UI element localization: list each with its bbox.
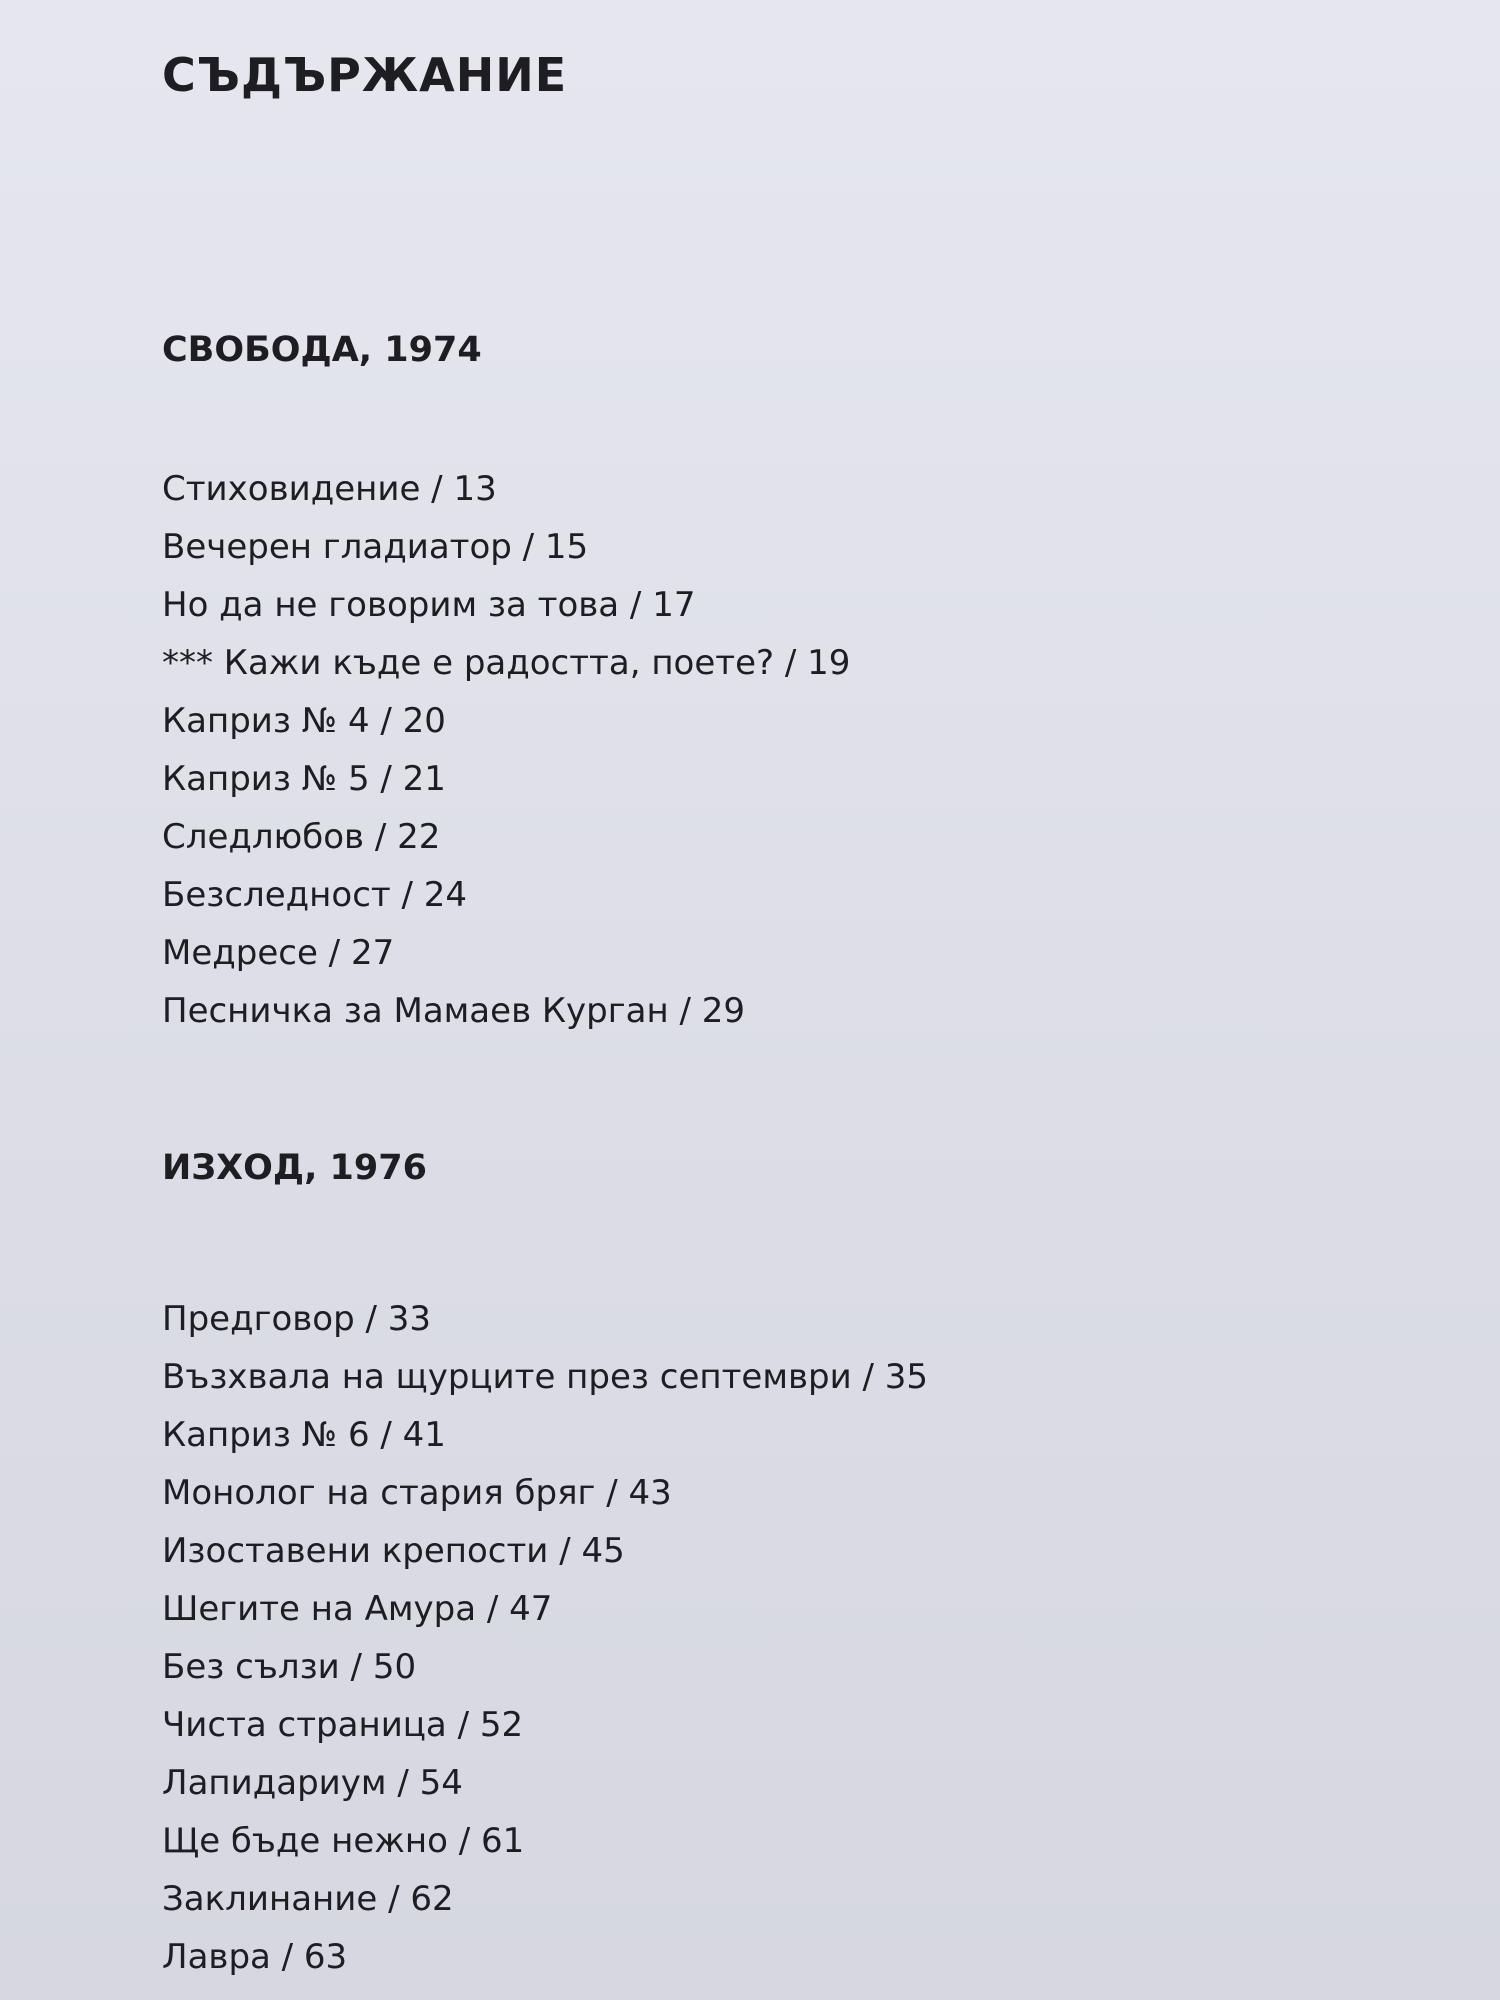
toc-entry: Заклинание / 62 <box>162 1879 454 1919</box>
toc-entry: Лавра / 63 <box>162 1937 348 1977</box>
toc-entry: Каприз № 5 / 21 <box>162 759 446 799</box>
toc-entry: Без сълзи / 50 <box>162 1647 417 1687</box>
section-heading: СВОБОДА, 1974 <box>162 330 482 370</box>
toc-entry: Песничка за Мамаев Курган / 29 <box>162 991 746 1031</box>
toc-entry: Чиста страница / 52 <box>162 1705 524 1745</box>
section-svoboda <box>162 330 850 1040</box>
toc-entry: Предговор / 33 <box>162 1299 431 1339</box>
toc-list <box>162 1290 928 1986</box>
toc-entry: Следлюбов / 22 <box>162 817 441 857</box>
toc-entry: Лапидариум / 54 <box>162 1763 463 1803</box>
toc-entry: Каприз № 4 / 20 <box>162 701 446 741</box>
page-title: СЪДЪРЖАНИЕ <box>162 48 568 102</box>
toc-entry: Медресе / 27 <box>162 933 395 973</box>
section-heading: ИЗХОД, 1976 <box>162 1148 427 1188</box>
toc-entry: Вечерен гладиатор / 15 <box>162 527 589 567</box>
toc-list <box>162 460 850 1040</box>
toc-entry: Стиховидение / 13 <box>162 469 497 509</box>
toc-entry: Каприз № 6 / 41 <box>162 1415 446 1455</box>
toc-entry: Ще бъде нежно / 61 <box>162 1821 525 1861</box>
section-izhod <box>162 1148 928 1986</box>
toc-entry: Но да не говорим за това / 17 <box>162 585 696 625</box>
toc-entry: *** Кажи къде е радостта, поете? / 19 <box>162 643 851 683</box>
toc-entry: Монолог на стария бряг / 43 <box>162 1473 672 1513</box>
toc-entry: Изоставени крепости / 45 <box>162 1531 625 1571</box>
toc-entry: Възхвала на щурците през септември / 35 <box>162 1357 929 1397</box>
toc-entry: Безследност / 24 <box>162 875 468 915</box>
toc-entry: Шегите на Амура / 47 <box>162 1589 553 1629</box>
